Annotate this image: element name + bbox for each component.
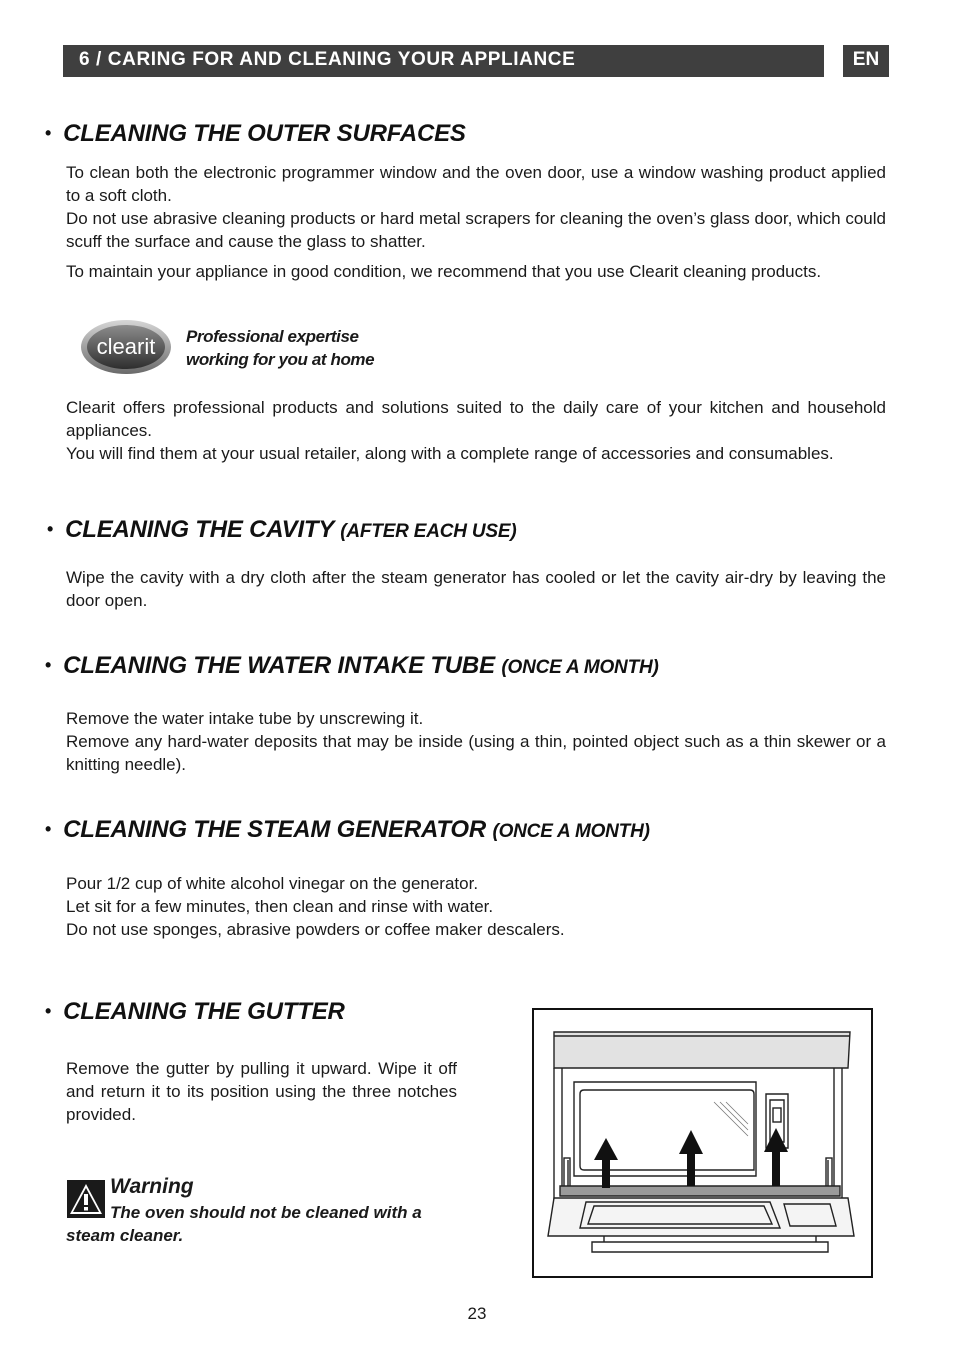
tagline-line: working for you at home	[186, 350, 375, 369]
bullet: •	[45, 1001, 52, 1021]
heading-cavity	[47, 516, 517, 544]
outer-surfaces-text-1	[66, 161, 886, 253]
heading-text: CLEANING THE GUTTER	[63, 998, 345, 1025]
steam-generator-text	[66, 872, 886, 941]
paragraph: You will find them at your usual retailer, along with a complete range of accessories and consumables.	[66, 444, 834, 463]
heading-frequency: (AFTER EACH USE)	[340, 521, 517, 542]
outer-surfaces-text-2	[66, 260, 886, 283]
paragraph: Pour 1/2 cup of white alcohol vinegar on the generator.	[66, 874, 479, 893]
paragraph: To maintain your appliance in good condition, we recommend that you use Clearit cleaning products.	[66, 262, 822, 281]
paragraph: Do not use sponges, abrasive powders or coffee maker descalers.	[66, 920, 565, 939]
bullet: •	[45, 123, 52, 143]
heading-frequency: (ONCE A MONTH)	[501, 657, 659, 678]
paragraph: Do not use abrasive cleaning products or hard metal scrapers for cleaning the oven’s glass door, which could scuff the surface and cause the glass to shatter.	[66, 209, 886, 251]
heading-outer-surfaces	[45, 120, 466, 148]
brand-tagline	[186, 325, 374, 371]
warning-text: The oven should not be cleaned with a steam cleaner.	[66, 1203, 422, 1245]
tagline-line: Professional expertise	[186, 327, 359, 346]
paragraph: Clearit offers professional products and solutions suited to the daily care of your kitchen and household appliances.	[66, 398, 886, 440]
oven-gutter-illustration-icon	[534, 1010, 871, 1276]
bullet: •	[45, 655, 52, 675]
heading-text: CLEANING THE WATER INTAKE TUBE	[63, 652, 495, 679]
paragraph: Wipe the cavity with a dry cloth after the steam generator has cooled or let the cavity air-dry by leaving the door open.	[66, 568, 886, 610]
paragraph: Remove any hard-water deposits that may be inside (using a thin, pointed object such as a thin skewer or a knitting needle).	[66, 732, 886, 774]
heading-frequency: (ONCE A MONTH)	[492, 821, 650, 842]
paragraph: Let sit for a few minutes, then clean and rinse with water.	[66, 897, 494, 916]
section-header: 6 / CARING FOR AND CLEANING YOUR APPLIANCE	[63, 45, 824, 77]
logo-wordmark: clearit	[96, 334, 156, 359]
heading-text: CLEANING THE CAVITY	[65, 516, 334, 543]
gutter-text	[66, 1057, 457, 1126]
heading-steam-generator	[45, 816, 650, 844]
heading-text: CLEANING THE OUTER SURFACES	[63, 120, 466, 147]
language-badge: EN	[843, 45, 889, 77]
oven-gutter-figure	[532, 1008, 873, 1278]
water-intake-text	[66, 707, 886, 776]
paragraph: To clean both the electronic programmer window and the oven door, use a window washing product applied to a soft cloth.	[66, 163, 886, 205]
heading-gutter	[45, 998, 345, 1026]
clearit-text	[66, 396, 886, 465]
warning-title: Warning	[110, 1175, 194, 1198]
paragraph: Remove the water intake tube by unscrewing it.	[66, 709, 424, 728]
clearit-logo	[80, 319, 172, 375]
page-number: 23	[467, 1304, 487, 1323]
paragraph: Remove the gutter by pulling it upward. Wipe it off and return it to its position using the three notches provided.	[66, 1059, 457, 1124]
cavity-text	[66, 566, 886, 612]
bullet: •	[47, 519, 54, 539]
heading-water-intake-tube	[45, 652, 659, 680]
heading-text: CLEANING THE STEAM GENERATOR	[63, 816, 486, 843]
bullet: •	[45, 819, 52, 839]
